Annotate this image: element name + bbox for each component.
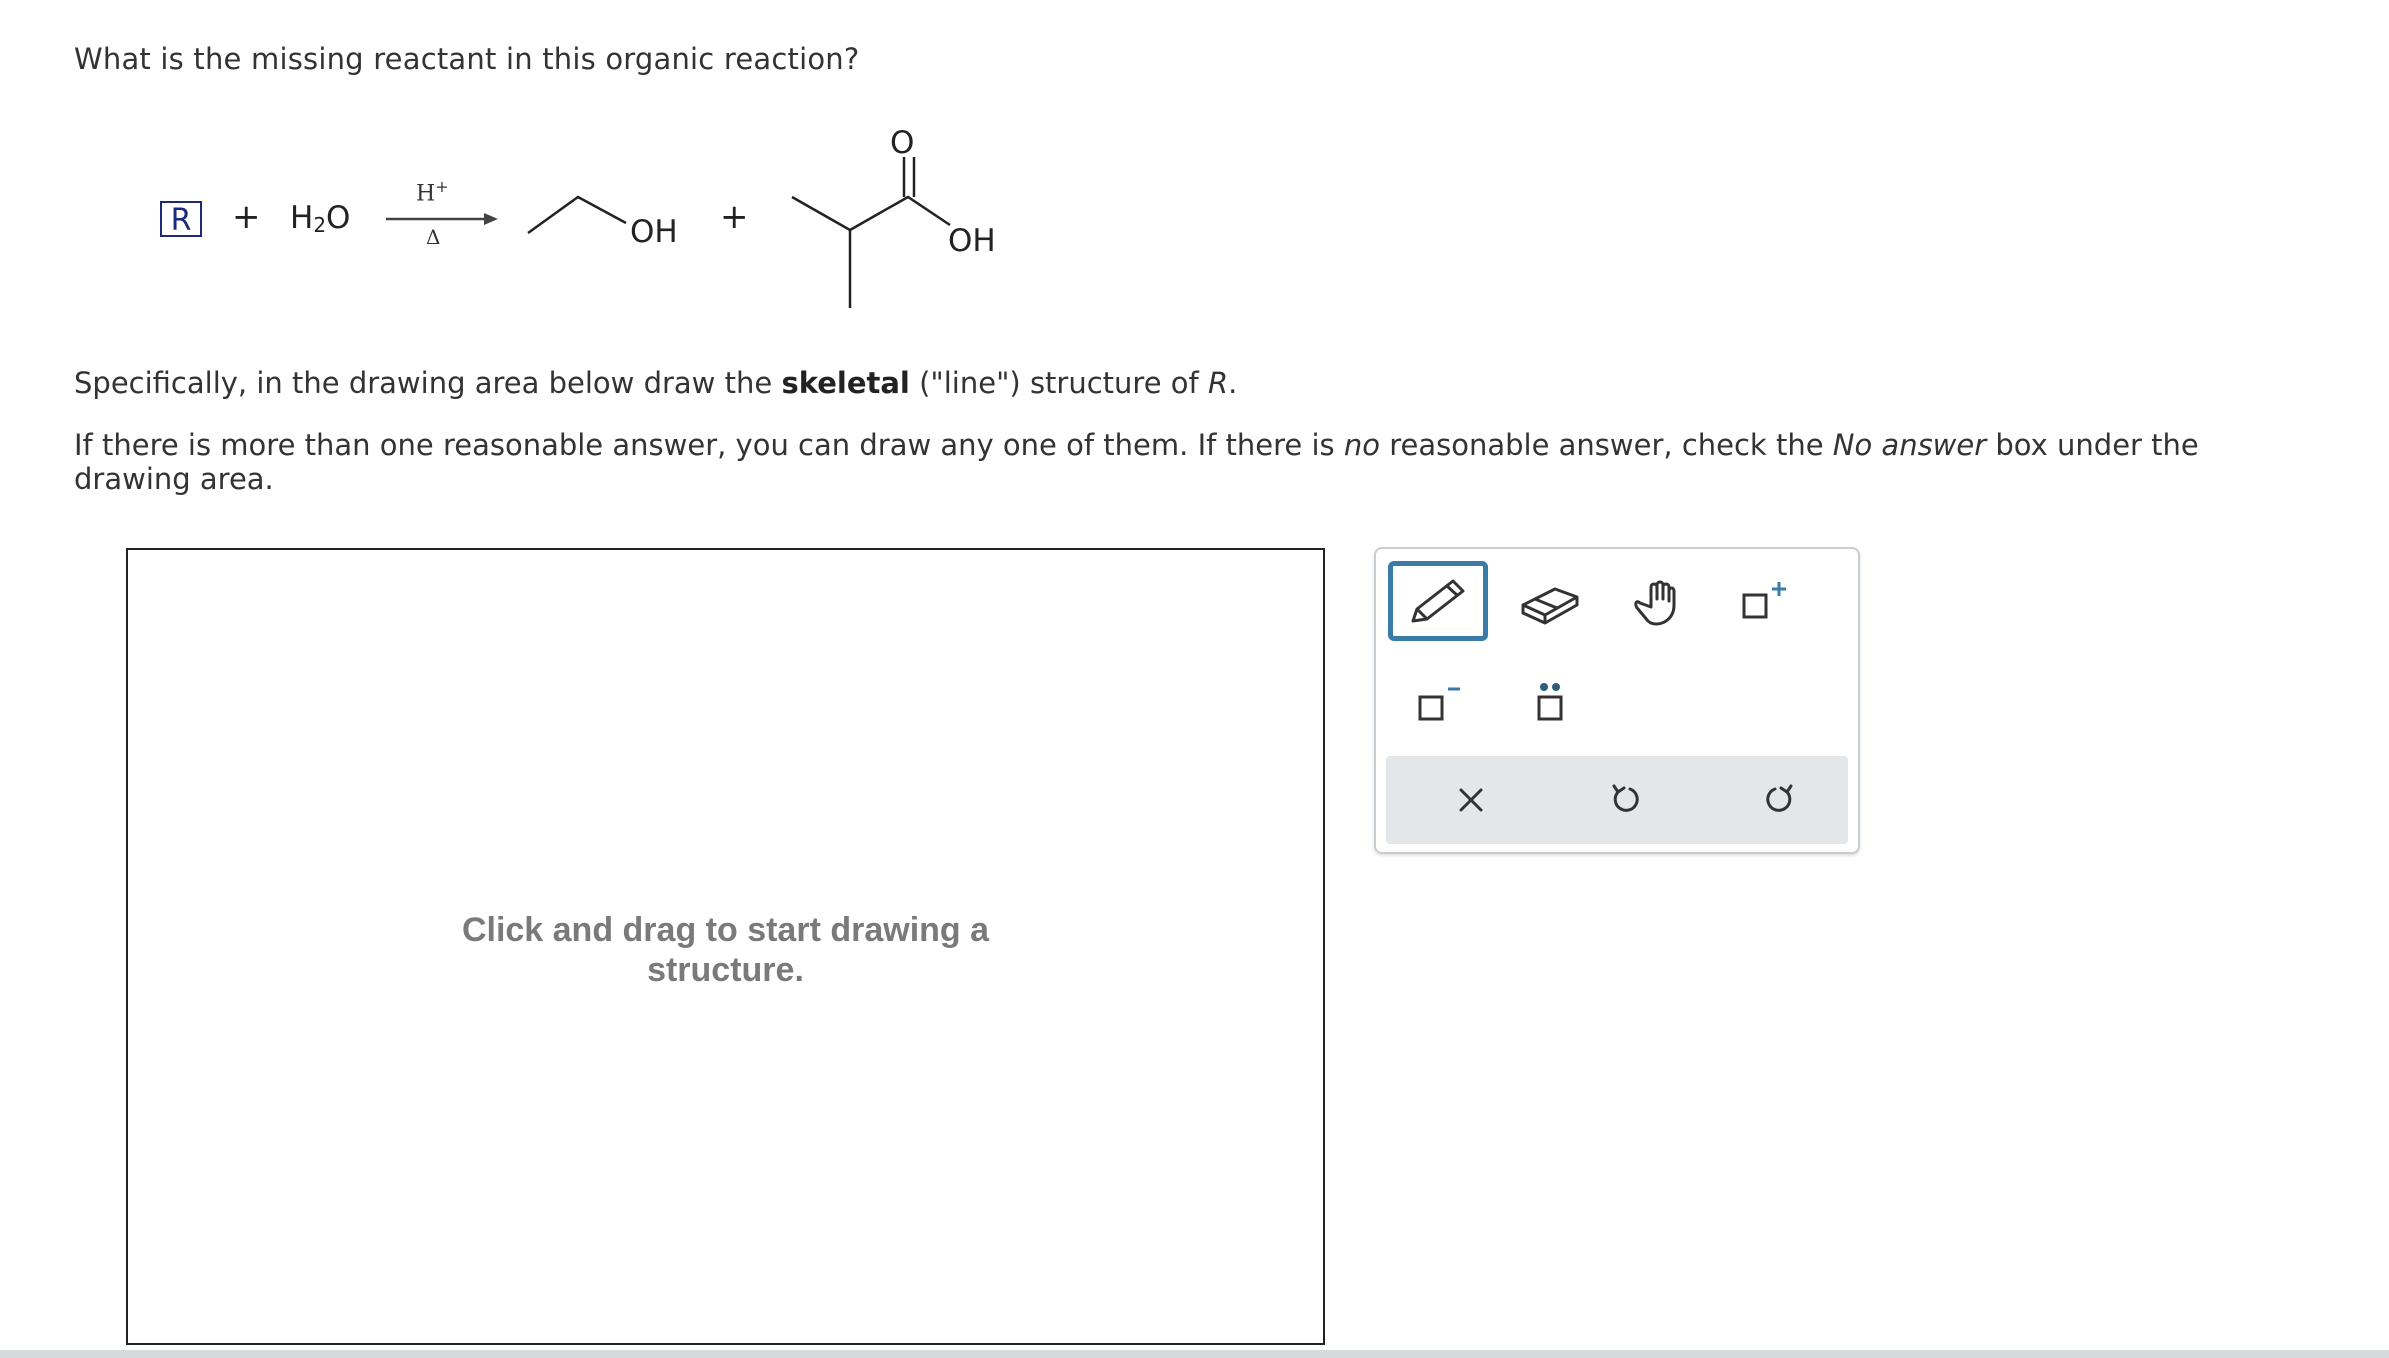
water-subscript: 2 (313, 213, 327, 237)
acid-h: H (416, 181, 436, 207)
acid-bonds (792, 197, 950, 230)
question-text: What is the missing reactant in this organic reaction? (74, 42, 860, 76)
water-o: O (326, 200, 351, 236)
hand-icon (1626, 575, 1686, 631)
unknown-reactant-box: R (160, 201, 202, 237)
carbonyl-oxygen-label: O (890, 125, 915, 161)
pencil-tool-button[interactable] (1388, 561, 1488, 641)
charge-minus-icon (1408, 675, 1468, 731)
instruction-line-2 (74, 428, 2314, 496)
instruction-line-1 (74, 366, 1237, 400)
instr1-bold: skeletal (781, 366, 910, 400)
lone-pair-icon (1520, 675, 1580, 731)
canvas-hint: Click and drag to start drawing a structure. (461, 911, 990, 989)
instr1-pre: Specifically, in the drawing area below draw the (74, 366, 782, 400)
eraser-tool-button[interactable] (1500, 563, 1600, 643)
ethanol-oh-label: OH (630, 214, 678, 250)
clear-icon (1453, 782, 1489, 818)
negative-charge-button[interactable] (1388, 663, 1488, 743)
lone-pair-button[interactable] (1500, 663, 1600, 743)
reaction-bonds (150, 115, 1050, 315)
instr2-ital2: No answer (1832, 428, 1987, 462)
bottom-scroll-strip (0, 1350, 2389, 1358)
acid-charge: + (435, 177, 449, 196)
undo-button[interactable] (1586, 770, 1666, 830)
undo-icon (1606, 780, 1646, 820)
instr2-post: box under the drawing area. (74, 428, 2199, 496)
positive-charge-button[interactable] (1714, 563, 1814, 643)
acid-oh-label: OH (948, 223, 996, 259)
heat-condition: Δ (426, 225, 441, 249)
reaction-scheme (150, 115, 1050, 315)
instr1-ital: R (1207, 366, 1229, 400)
action-bar (1386, 756, 1848, 844)
reaction-arrow-head (484, 213, 498, 225)
ethanol-bonds (528, 197, 626, 233)
drawing-toolbar (1374, 547, 1860, 854)
charge-plus-icon (1734, 575, 1794, 631)
plus-sign-products: + (720, 197, 749, 237)
pencil-icon (1403, 573, 1473, 629)
instr1-post: . (1228, 366, 1238, 400)
instr1-mid: ("line") structure of (909, 366, 1208, 400)
instr2-mid: reasonable answer, check the (1380, 428, 1833, 462)
redo-button[interactable] (1739, 770, 1819, 830)
water-h: H (290, 200, 314, 236)
clear-button[interactable] (1431, 770, 1511, 830)
eraser-icon (1515, 575, 1585, 631)
move-tool-button[interactable] (1606, 563, 1706, 643)
instr2-pre: If there is more than one reasonable answer, you can draw any one of them. If there is (74, 428, 1344, 462)
plus-sign: + (232, 197, 261, 237)
drawing-canvas[interactable] (126, 548, 1325, 1345)
instr2-ital1: no (1343, 428, 1380, 462)
redo-icon (1759, 780, 1799, 820)
